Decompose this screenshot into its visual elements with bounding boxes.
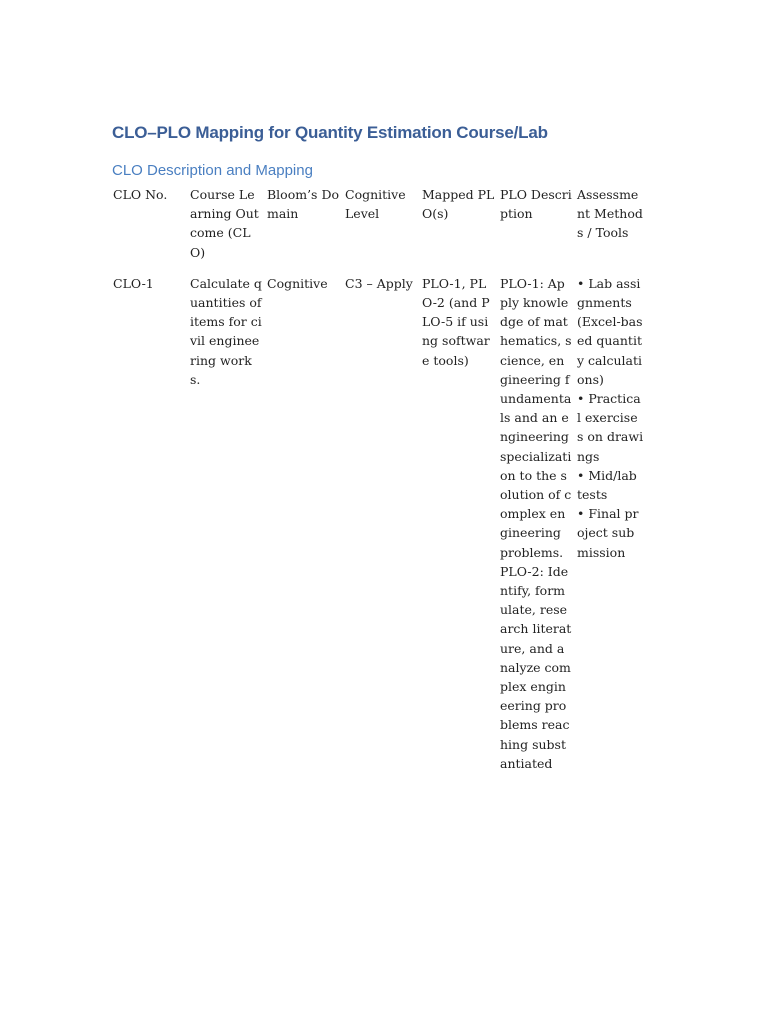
- cell-assessment-methods: [576, 274, 648, 773]
- cell-blooms-domain: Cognitive: [267, 275, 328, 291]
- table-body: [112, 274, 648, 773]
- table-header: [112, 185, 648, 274]
- cell-course-learning-outcome: Calculate quantities of items for civil engineering works.: [190, 275, 262, 387]
- header-cognitive-level: Cognitive Level: [345, 187, 406, 222]
- document-title: CLO–PLO Mapping for Quantity Estimation Course/Lab: [112, 123, 548, 142]
- header-mapped-plos: Mapped PLO(s): [422, 187, 495, 222]
- assessment-item: • Final project submission: [577, 506, 639, 560]
- table-row: [112, 274, 648, 773]
- cell-plo-description: PLO-1: Apply knowledge of mathematics, science, engineering fundamentals and an engineering specialization to the solution of complex engineering problems. PLO-2: Identify, formulate, research literature, and analyze complex engineering problems reaching substantiated: [500, 275, 572, 771]
- header-assessment-methods: Assessment Methods / Tools: [577, 187, 643, 241]
- table-header-row: [112, 185, 648, 274]
- header-plo-description: PLO Description: [500, 187, 572, 222]
- assessment-item: • Lab assignments (Excel-based quantity calculations): [577, 275, 643, 387]
- clo-plo-mapping-table: [112, 185, 648, 773]
- cell-mapped-plos: PLO-1, PLO-2 (and PLO-5 if using software tools): [422, 275, 490, 368]
- header-blooms-domain: Bloom’s Domain: [267, 187, 339, 222]
- assessment-item: • Practical exercises on drawings: [577, 391, 644, 464]
- section-heading: CLO Description and Mapping: [112, 162, 313, 179]
- header-clo-no: CLO No.: [113, 187, 168, 202]
- assessment-item: • Mid/lab tests: [577, 467, 637, 503]
- cell-clo-no: CLO-1: [113, 275, 154, 291]
- cell-cognitive-level: C3 – Apply: [345, 275, 413, 291]
- header-course-learning-outcome: Course Learning Outcome (CLO): [190, 187, 259, 260]
